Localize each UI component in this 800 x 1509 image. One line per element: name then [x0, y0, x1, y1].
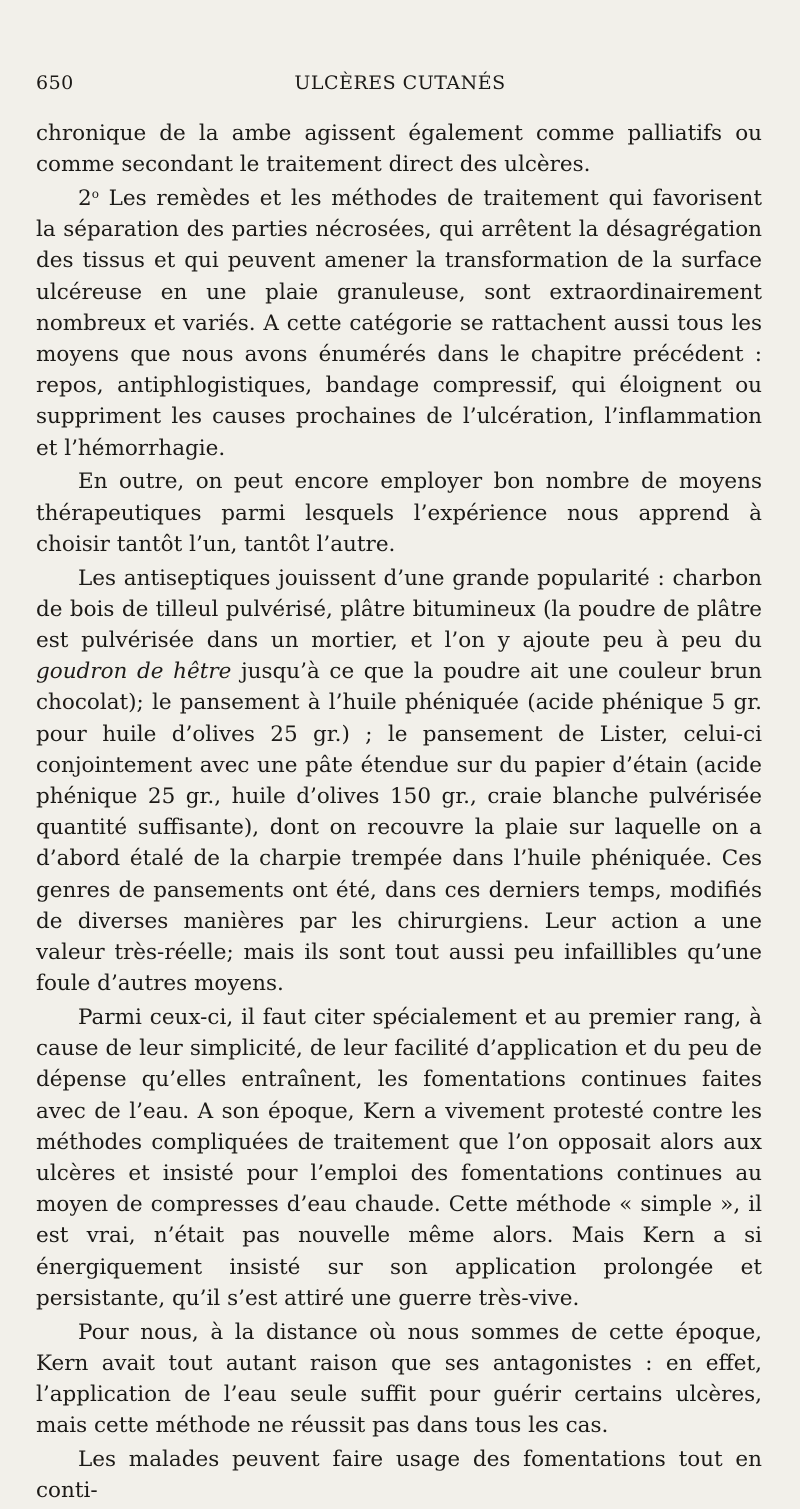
text-run: Les remèdes et les méthodes de traitement qui favorisent la séparation des parties nécrosées, qui arrêtent la désagrégation des tissus et qui peuvent amener la transformation de la surface ulcéreuse en une plaie granuleuse, sont extraordinairement nombreux et variés. A cette catégorie se rattachent aussi tous les moyens que nous avons énumérés dans le chapitre précédent : repos, antiphlogistiques, bandage compressif, qui éloignent ou suppriment les causes prochaines de l’ulcération, l’inflammation et l’hémorrhagie.	[36, 186, 762, 461]
text-run: 2	[78, 186, 92, 211]
text-run: Pour nous, à la distance où nous sommes de cette époque, Kern avait tout autant raison que ses antagonistes : en effet, l’application de l’eau seule suffit pour guérir certains ulcères, mais cette méthode ne réussit pas dans tous les cas.	[36, 1319, 762, 1439]
paragraph	[36, 1444, 762, 1506]
italic-text: goudron de hêtre	[36, 659, 232, 685]
paragraph	[36, 563, 762, 1000]
superscript: o	[91, 187, 99, 201]
running-head: ULCÈRES CUTANÉS	[294, 72, 506, 94]
text-run: En outre, on peut encore employer bon nombre de moyens thérapeutiques parmi lesquels l’expérience nous apprend à choisir tantôt l’un, tantôt l’autre.	[36, 469, 762, 557]
paragraph	[36, 118, 762, 180]
text-run: Parmi ceux-ci, il faut citer spécialement et au premier rang, à cause de leur simplicité, de leur facilité d’application et du peu de dépense qu’elles entraînent, les fomentations continues faites avec de l’eau. A son époque, Kern a vivement protesté contre les méthodes compliquées de traitement que l’on opposait alors aux ulcères et insisté pour l’emploi des fomentations continues au moyen de compresses d’eau chaude. Cette méthode « simple », il est vrai, n’était pas nouvelle même alors. Mais Kern a si énergiquement insisté sur son application prolongée et persistante, qu’il s’est attiré une guerre très-vive.	[36, 1005, 762, 1311]
paragraph	[36, 183, 762, 464]
page-number: 650	[36, 72, 74, 94]
paragraph	[36, 1317, 762, 1442]
body-text	[36, 118, 762, 1509]
page-header	[36, 72, 764, 102]
paragraph	[36, 1002, 762, 1314]
text-run: jusqu’à ce que la poudre ait une couleur brun chocolat); le pansement à l’huile phéniquée (acide phénique 5 gr. pour huile d’olives 25 gr.) ; le pansement de Lister, celui-ci conjointement avec une pâte étendue sur du papier d’étain (acide phénique 25 gr., huile d’olives 150 gr., craie blanche pulvérisée quantité suffisante), dont on recouvre la plaie sur laquelle on a d’abord étalé de la charpie trempée dans l’huile phéniquée. Ces genres de pansements ont été, dans ces derniers temps, modifiés de diverses manières par les chirurgiens. Leur action a une valeur très-réelle; mais ils sont tout aussi peu infaillibles qu’une foule d’autres moyens.	[36, 659, 762, 997]
text-run: chronique de la ambe agissent également comme palliatifs ou comme secondant le traitement direct des ulcères.	[36, 121, 762, 178]
paragraph	[36, 466, 762, 560]
text-run: Les malades peuvent faire usage des fomentations tout en conti-	[36, 1447, 762, 1504]
text-run: Les antiseptiques jouissent d’une grande popularité : charbon de bois de tilleul pulvérisé, plâtre bitumineux (la poudre de plâtre est pulvérisée dans un mortier, et l’on y ajoute peu à peu du	[36, 565, 762, 654]
